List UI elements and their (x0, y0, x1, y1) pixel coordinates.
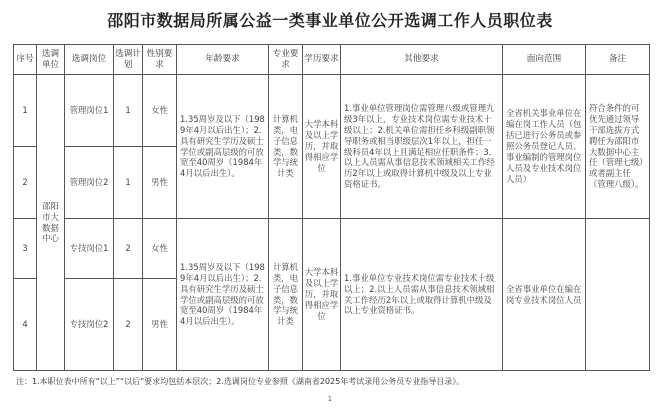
row-plan: 1 (114, 75, 143, 147)
row-post: 专技岗位2 (65, 279, 114, 371)
mgmt-edu-cell: 大学本科及以上学历，并取得相应学位 (303, 75, 341, 219)
mgmt-scope-cell: 全省机关事业单位在编在岗工作人员（包括已进行公务员或参照公务员登记人员、事业编制的管理岗位人员及专业技术岗位人员） (503, 75, 586, 219)
tech-major-cell: 计算机类，电子信息类，数学与统计类 (269, 219, 303, 371)
unit-name-cell: 邵阳市大数据中心 (37, 75, 65, 371)
tech-scope-cell: 全省事业单位在编在岗专业技术岗位人员 (503, 219, 586, 371)
tech-edu-cell: 大学本科及以上学历，并取得相应学位 (303, 219, 341, 371)
mgmt-other-cell: 1.事业单位管理岗位需管理八级或管理九级3年以上，专业技术岗位需专业技术十级以上；2.机关单位需担任乡科级副职领导职务或相当职级层次1年以上，担任一级科员4年以上且满足相应任职条件；3.以上人员需从事信息技术领域相关工作经历2年以上或取得计算机中级及以上专业资格证书。 (341, 75, 503, 219)
row-seq: 3 (14, 219, 37, 279)
row-plan: 1 (114, 147, 143, 219)
table-row (14, 219, 650, 279)
row-gender: 男性 (143, 147, 177, 219)
row-plan: 2 (114, 279, 143, 371)
row-post: 专技岗位1 (65, 219, 114, 279)
mgmt-remark-cell: 符合条件的可优先通过领导干部选拔方式聘任为邵阳市大数据中心主任（管理七级）或者副主任（管理八级）。 (586, 75, 650, 219)
mgmt-major-cell: 计算机类，电子信息类，数学与统计类 (269, 75, 303, 219)
row-gender: 女性 (143, 75, 177, 147)
position-table (13, 44, 650, 371)
header-seq: 序号 (14, 45, 37, 75)
page-title: 邵阳市数据局所属公益一类事业单位公开选调工作人员职位表 (107, 11, 553, 30)
row-seq: 2 (14, 147, 37, 219)
row-seq: 4 (14, 279, 37, 371)
row-gender: 男性 (143, 279, 177, 371)
row-plan: 2 (114, 219, 143, 279)
header-unit: 选调单位 (37, 45, 65, 75)
header-post: 选调岗位 (65, 45, 114, 75)
header-plan: 选调计划 (114, 45, 143, 75)
tech-other-cell: 1.事业单位专业技术岗位需专业技术十级以上；2.以上人员需从事信息技术领域相关工作经历2年以上或取得计算机中级及以上专业资格证书。 (341, 219, 503, 371)
row-post: 管理岗位2 (65, 147, 114, 219)
table-row (14, 75, 650, 147)
header-edu: 学历要求 (303, 45, 341, 75)
header-gender: 性别要求 (143, 45, 177, 75)
footnote: 注：1.本职位表中所有“以上”“以后”要求均包括本层次；2.选调岗位专业参照《湖南省2025年考试录用公务员专业指导目录》。 (16, 377, 465, 386)
header-other: 其他要求 (341, 45, 503, 75)
header-age: 年龄要求 (177, 45, 269, 75)
row-gender: 女性 (143, 219, 177, 279)
mgmt-age-cell: 1.35周岁及以下（1989年4月以后出生）；2.具有研究生学历及硕士学位或副高层级的可放宽至40周岁（1984年4月以后出生）。 (177, 75, 269, 219)
tech-remark-cell (586, 219, 650, 371)
header-remark: 备注 (586, 45, 650, 75)
header-major: 专业要求 (269, 45, 303, 75)
row-post: 管理岗位1 (65, 75, 114, 147)
tech-age-cell: 1.35周岁及以下（1989年4月以后出生）；2.具有研究生学历及硕士学位或副高层级的可放宽至40周岁（1984年4月以后出生）。 (177, 219, 269, 371)
row-seq: 1 (14, 75, 37, 147)
header-scope: 面向范围 (503, 45, 586, 75)
page-number: 1 (327, 395, 333, 403)
